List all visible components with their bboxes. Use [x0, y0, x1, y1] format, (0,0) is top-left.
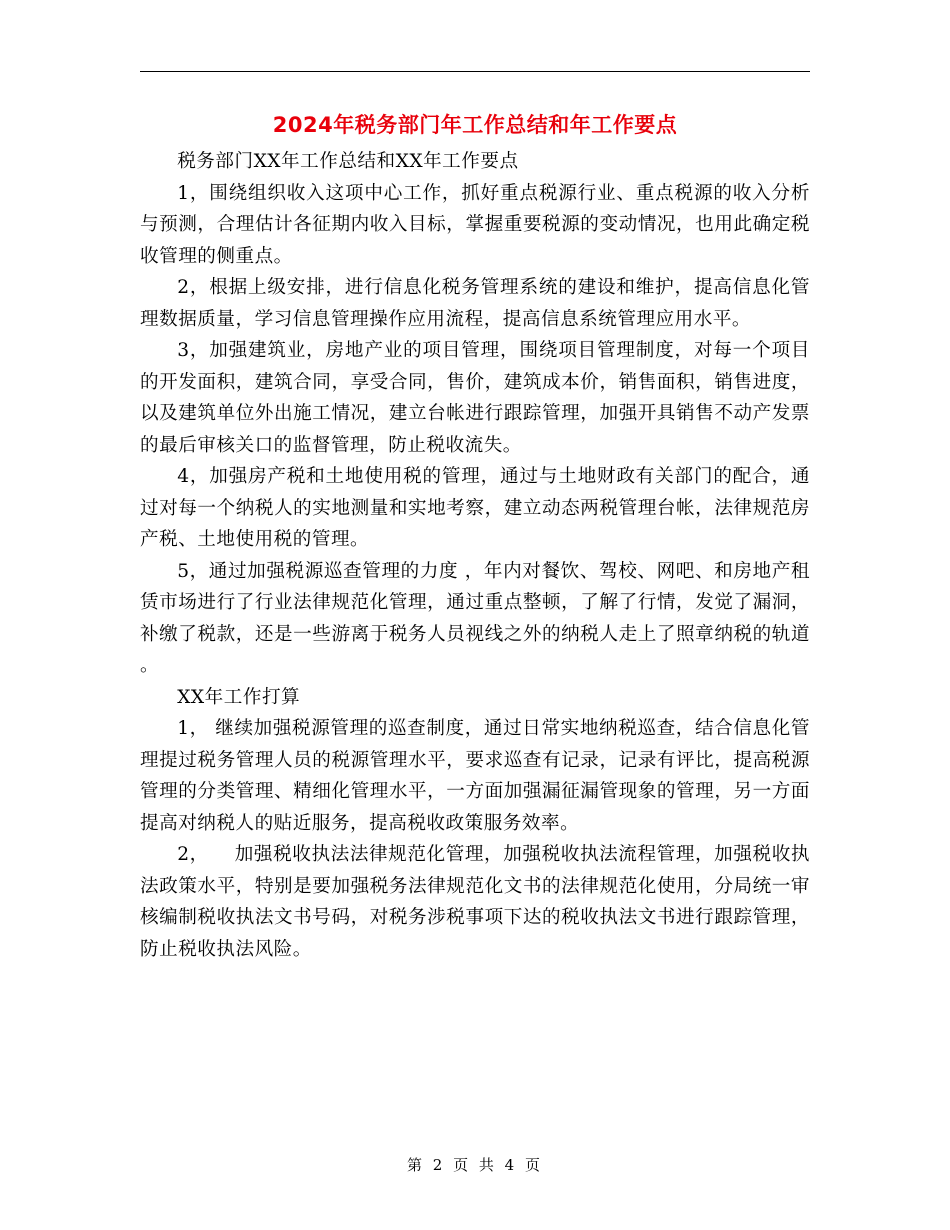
paragraph: 4，加强房产税和土地使用税的管理，通过与土地财政有关部门的配合，通过对每一个纳税人的实地测量和实地考察，建立动态两税管理台帐，法律规范房产税、土地使用税的管理。	[140, 466, 810, 550]
paragraph: 3，加强建筑业，房地产业的项目管理，围绕项目管理制度，对每一个项目的开发面积，建筑合同，享受合同，售价，建筑成本价，销售面积，销售进度，以及建筑单位外出施工情况，建立台帐进行跟踪管理，加强开具销售不动产发票的最后审核关口的监督管理，防止税收流失。	[140, 340, 810, 456]
document-body	[140, 146, 817, 965]
paragraph-heading: 税务部门XX年工作总结和XX年工作要点	[177, 151, 519, 172]
paragraph: 2，根据上级安排，进行信息化税务管理系统的建设和维护，提高信息化管理数据质量，学习信息管理操作应用流程，提高信息系统管理应用水平。	[140, 277, 810, 330]
paragraph: 1， 继续加强税源管理的巡查制度，通过日常实地纳税巡查，结合信息化管理提过税务管理人员的税源管理水平，要求巡查有记录，记录有评比，提高税源管理的分类管理、精细化管理水平，一方面加强漏征漏管现象的管理，另一方面提高对纳税人的贴近服务，提高税收政策服务效率。	[140, 718, 810, 834]
page-number-footer: 第 2 页 共 4 页	[407, 1156, 543, 1174]
document-title: 2024年税务部门年工作总结和年工作要点	[272, 113, 678, 137]
section-heading: XX年工作打算	[177, 686, 301, 708]
paragraph: 1，围绕组织收入这项中心工作，抓好重点税源行业、重点税源的收入分析与预测，合理估计各征期内收入目标，掌握重要税源的变动情况，也用此确定税收管理的侧重点。	[140, 182, 810, 267]
header-rule	[140, 71, 810, 72]
paragraph: 2， 加强税收执法法律规范化管理，加强税收执法流程管理，加强税收执法政策水平，特别是要加强税务法律规范化文书的法律规范化使用，分局统一审核编制税收执法文书号码，对税务涉税事项下达的税收执法文书进行跟踪管理，防止税收执法风险。	[140, 844, 810, 960]
paragraph: 5，通过加强税源巡查管理的力度 ，年内对餐饮、驾校、网吧、和房地产租赁市场进行了行业法律规范化管理，通过重点整顿，了解了行情，发觉了漏洞，补缴了税款，还是一些游离于税务人员视线之外的纳税人走上了照章纳税的轨道 。	[140, 560, 817, 676]
